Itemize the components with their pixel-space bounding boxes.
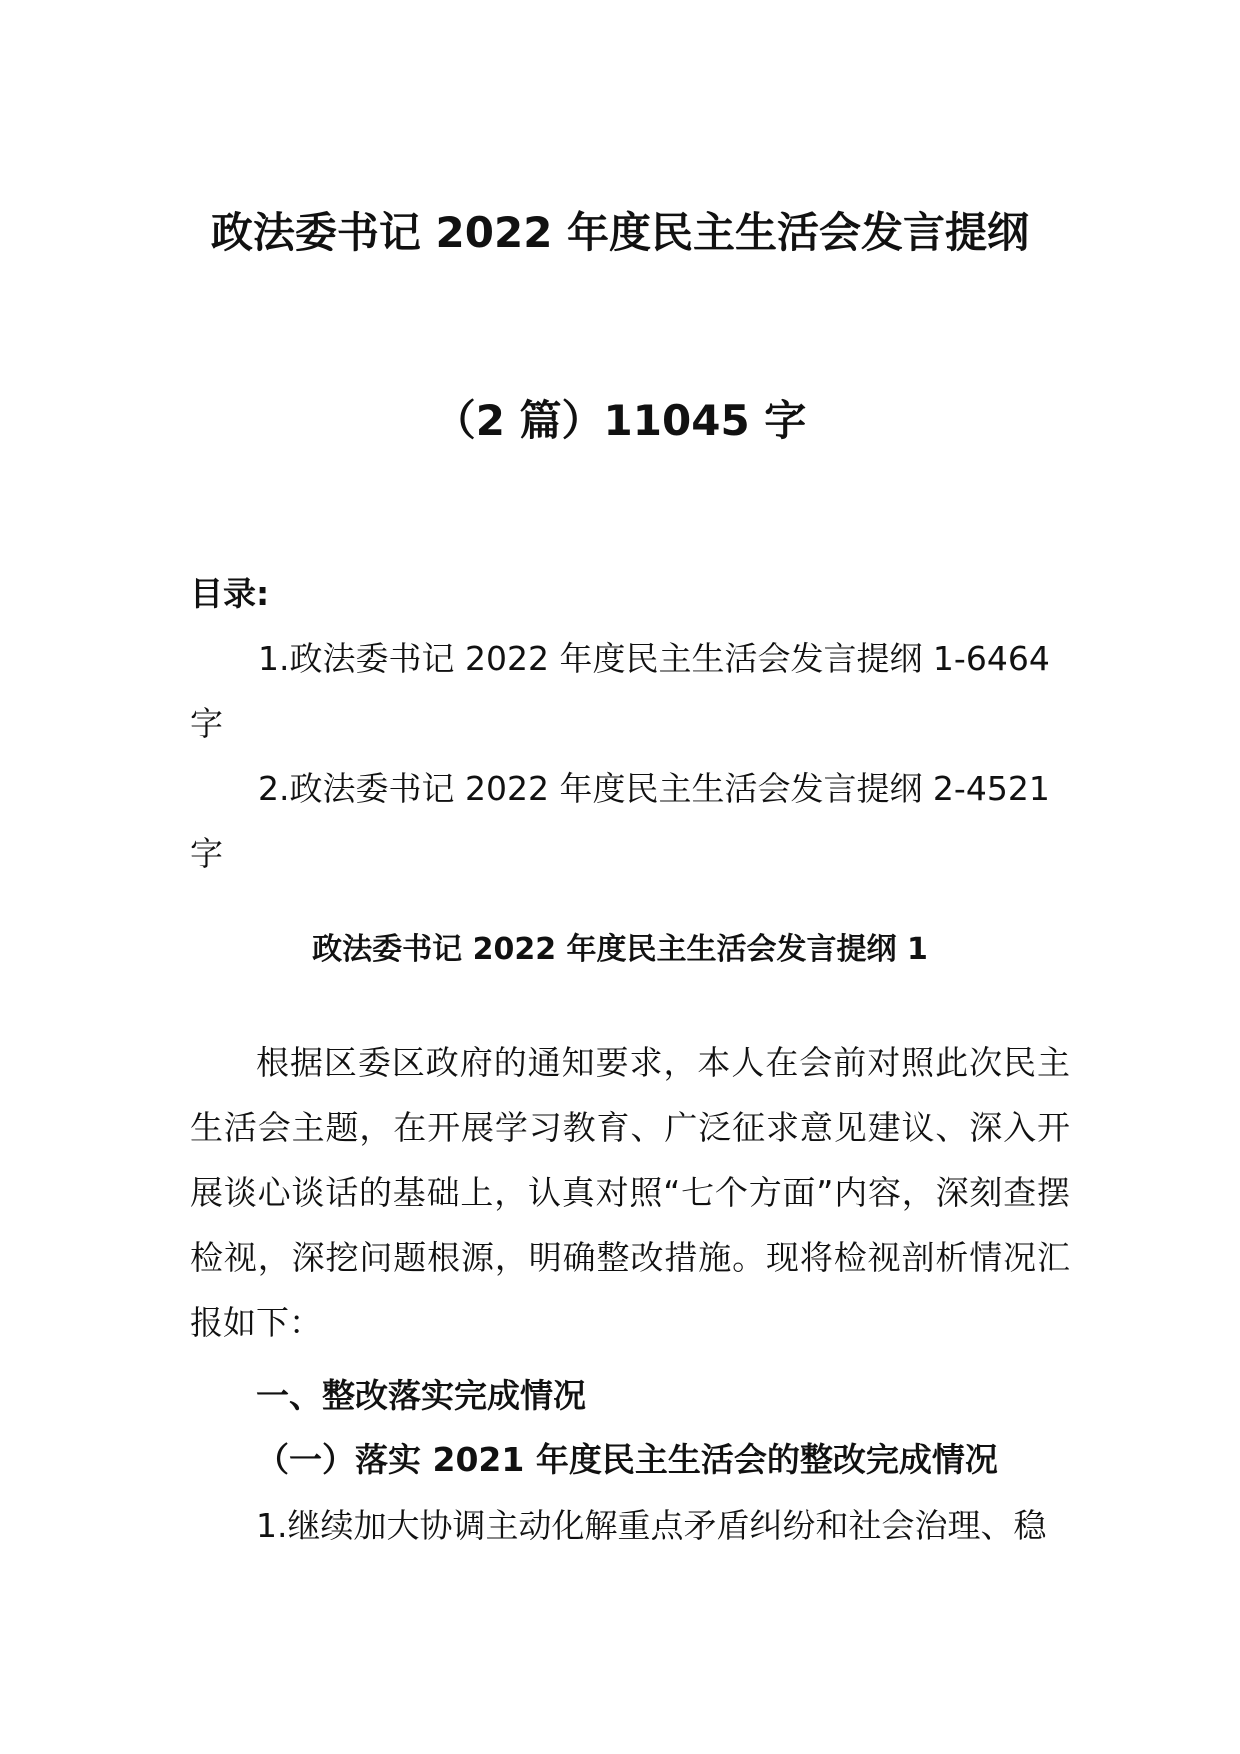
toc-label: 目录:: [190, 574, 270, 613]
heading-level1: 一、整改落实完成情况: [256, 1376, 586, 1415]
section-title: 政法委书记 2022 年度民主生活会发言提纲 1: [312, 932, 928, 967]
document-title-line1: 政法委书记 2022 年度民主生活会发言提纲: [210, 208, 1030, 257]
heading-level2: （一）落实 2021 年度民主生活会的整改完成情况: [256, 1440, 998, 1479]
toc-item-1: 1.政法委书记 2022 年度民主生活会发言提纲 1-6464 字: [190, 639, 1050, 743]
intro-paragraph: 根据区委区政府的通知要求，本人在会前对照此次民主生活会主题，在开展学习教育、广泛征求意见建议、深入开展谈心谈话的基础上，认真对照“七个方面”内容，深刻查摆检视，深挖问题根源，明确整改措施。现将检视剖析情况汇报如下：: [190, 1043, 1070, 1342]
list-item-1: 1.继续加大协调主动化解重点矛盾纠纷和社会治理、稳: [256, 1506, 1047, 1545]
document-title-line2: （2 篇）11045 字: [433, 396, 807, 445]
toc-item-2: 2.政法委书记 2022 年度民主生活会发言提纲 2-4521 字: [190, 769, 1050, 873]
